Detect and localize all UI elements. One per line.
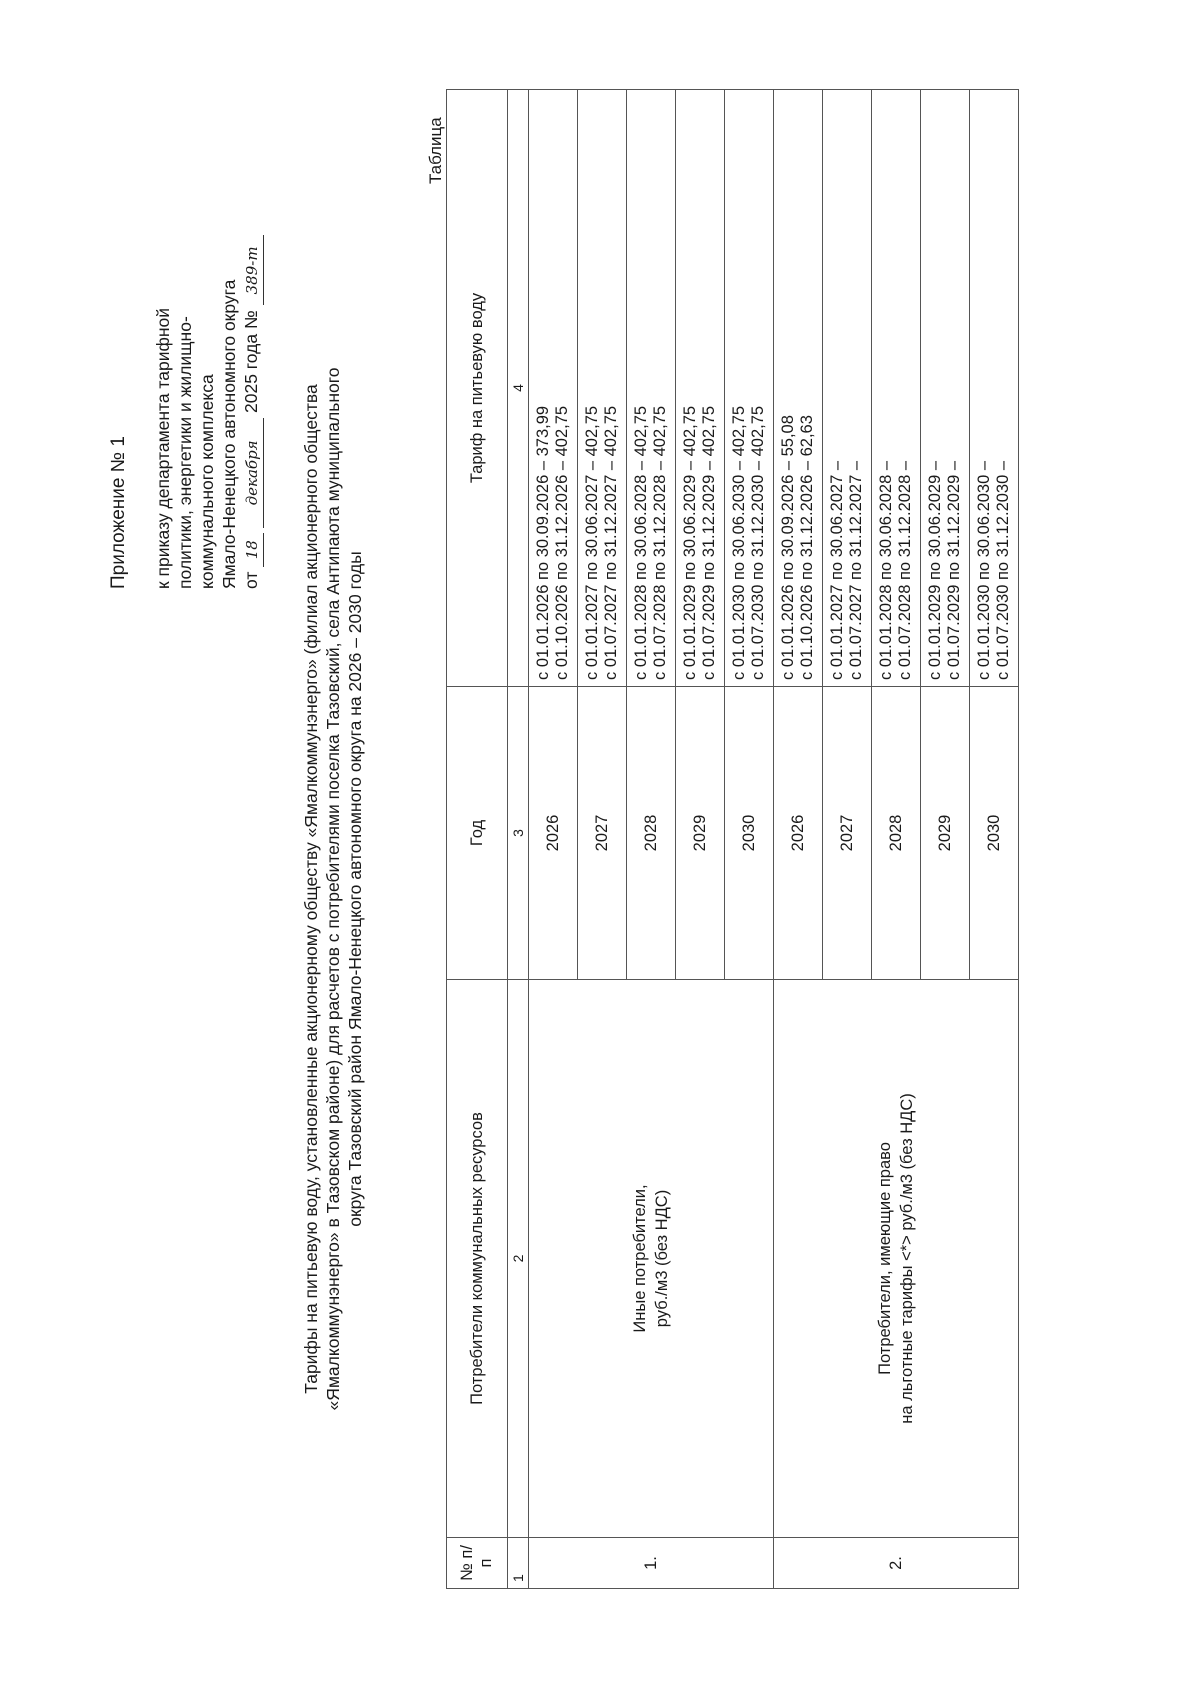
order-day: 18: [241, 533, 264, 567]
tariff-period: с 01.01.2030 по 30.06.2030 – 402,75: [730, 405, 748, 680]
row-index: 2.: [774, 1538, 1019, 1589]
year-cell: 2026: [774, 687, 823, 980]
order-line: коммунального комплекса: [197, 374, 217, 589]
order-line: Ямало-Ненецкого автономного округа: [219, 279, 239, 589]
tariff-period: с 01.07.2027 по 31.12.2027 –: [847, 460, 865, 680]
title-line: Тарифы на питьевую воду, установленные акционерному обществу «Ямалкоммунэнерго» (филиал акционерного общества: [301, 384, 321, 1394]
tariff-period: с 01.10.2026 по 31.12.2026 – 62,63: [798, 415, 816, 680]
tariff-cell: [774, 90, 823, 687]
tariff-cell: [578, 90, 627, 687]
tariff-period: с 01.07.2029 по 31.12.2029 –: [945, 460, 963, 680]
year-cell: 2030: [725, 687, 774, 980]
tariff-cell: [823, 90, 872, 687]
consumer-line: руб./м3 (без НДС): [653, 1189, 671, 1328]
tariff-period: с 01.07.2028 по 31.12.2028 –: [896, 460, 914, 680]
tariff-period: с 01.07.2030 по 31.12.2030 – 402,75: [749, 405, 767, 680]
year-cell: 2028: [627, 687, 676, 980]
date-prefix: от: [241, 571, 261, 589]
tariff-period: с 01.01.2026 по 30.09.2026 – 373,99: [534, 405, 552, 680]
year-cell: 2029: [676, 687, 725, 980]
column-number: 3: [508, 687, 529, 980]
tariff-period: с 01.10.2026 по 31.12.2026 – 402,75: [553, 405, 571, 680]
consumer-line: Потребители, имеющие право: [876, 1142, 894, 1375]
tariff-period: с 01.07.2028 по 31.12.2028 – 402,75: [651, 405, 669, 680]
row-index: 1.: [529, 1538, 774, 1589]
order-date-line: [240, 109, 264, 589]
year-cell: 2029: [921, 687, 970, 980]
tariff-cell: [725, 90, 774, 687]
year-cell: 2026: [529, 687, 578, 980]
order-reference: [152, 109, 264, 589]
table-label: Таблица: [426, 117, 445, 184]
order-year-text: 2025 года №: [241, 310, 261, 413]
tariff-cell: [970, 90, 1019, 687]
order-number: 389-т: [241, 235, 264, 305]
year-cell: 2027: [823, 687, 872, 980]
tariff-cell: [529, 90, 578, 687]
appendix-title: Приложение № 1: [108, 436, 129, 589]
title-line: «Ямалкоммунэнерго» в Тазовском районе) для расчетов с потребителями поселка Тазовский, села Антипаюта муниципального: [323, 367, 343, 1411]
tariff-period: с 01.01.2029 по 30.06.2029 – 402,75: [681, 405, 699, 680]
consumer-line: на льготные тарифы <*> руб./м3 (без НДС): [898, 1093, 916, 1424]
consumer-category: [774, 980, 1019, 1538]
tariff-table: [446, 89, 1019, 1589]
order-line: к приказу департамента тарифной: [153, 307, 173, 589]
tariff-period: с 01.01.2029 по 30.06.2029 –: [926, 460, 944, 680]
tariff-period: с 01.01.2028 по 30.06.2028 –: [877, 460, 895, 680]
tariff-period: с 01.01.2027 по 30.06.2027 –: [828, 460, 846, 680]
table-row: [529, 90, 578, 1589]
header-tariff: Тариф на питьевую воду: [447, 90, 508, 687]
document-title: [300, 309, 366, 1469]
tariff-period: с 01.01.2026 по 30.09.2026 – 55,08: [779, 415, 797, 680]
header-year: Год: [447, 687, 508, 980]
table-row: [774, 90, 823, 1589]
tariff-period: с 01.07.2030 по 31.12.2030 –: [994, 460, 1012, 680]
consumer-line: Иные потребители,: [631, 1184, 649, 1333]
column-number-row: [508, 90, 529, 1589]
header-consumers: Потребители коммунальных ресурсов: [447, 980, 508, 1538]
tariff-cell: [872, 90, 921, 687]
year-cell: 2027: [578, 687, 627, 980]
tariff-period: с 01.07.2029 по 31.12.2029 – 402,75: [700, 405, 718, 680]
tariff-cell: [676, 90, 725, 687]
tariff-cell: [921, 90, 970, 687]
column-number: 1: [508, 1538, 529, 1589]
tariff-period: с 01.07.2027 по 31.12.2027 – 402,75: [602, 405, 620, 680]
tariff-period: с 01.01.2028 по 30.06.2028 – 402,75: [632, 405, 650, 680]
year-cell: 2030: [970, 687, 1019, 980]
order-month: декабря: [241, 418, 264, 528]
consumer-category: [529, 980, 774, 1538]
header-number: № п/п: [447, 1538, 508, 1589]
tariff-period: с 01.01.2030 по 30.06.2030 –: [975, 460, 993, 680]
title-line: округа Тазовский район Ямало-Ненецкого автономного округа на 2026 – 2030 годы: [345, 551, 365, 1227]
column-number: 4: [508, 90, 529, 687]
tariff-period: с 01.01.2027 по 30.06.2027 – 402,75: [583, 405, 601, 680]
year-cell: 2028: [872, 687, 921, 980]
order-line: политики, энергетики и жилищно-: [175, 316, 195, 589]
tariff-cell: [627, 90, 676, 687]
column-number: 2: [508, 980, 529, 1538]
